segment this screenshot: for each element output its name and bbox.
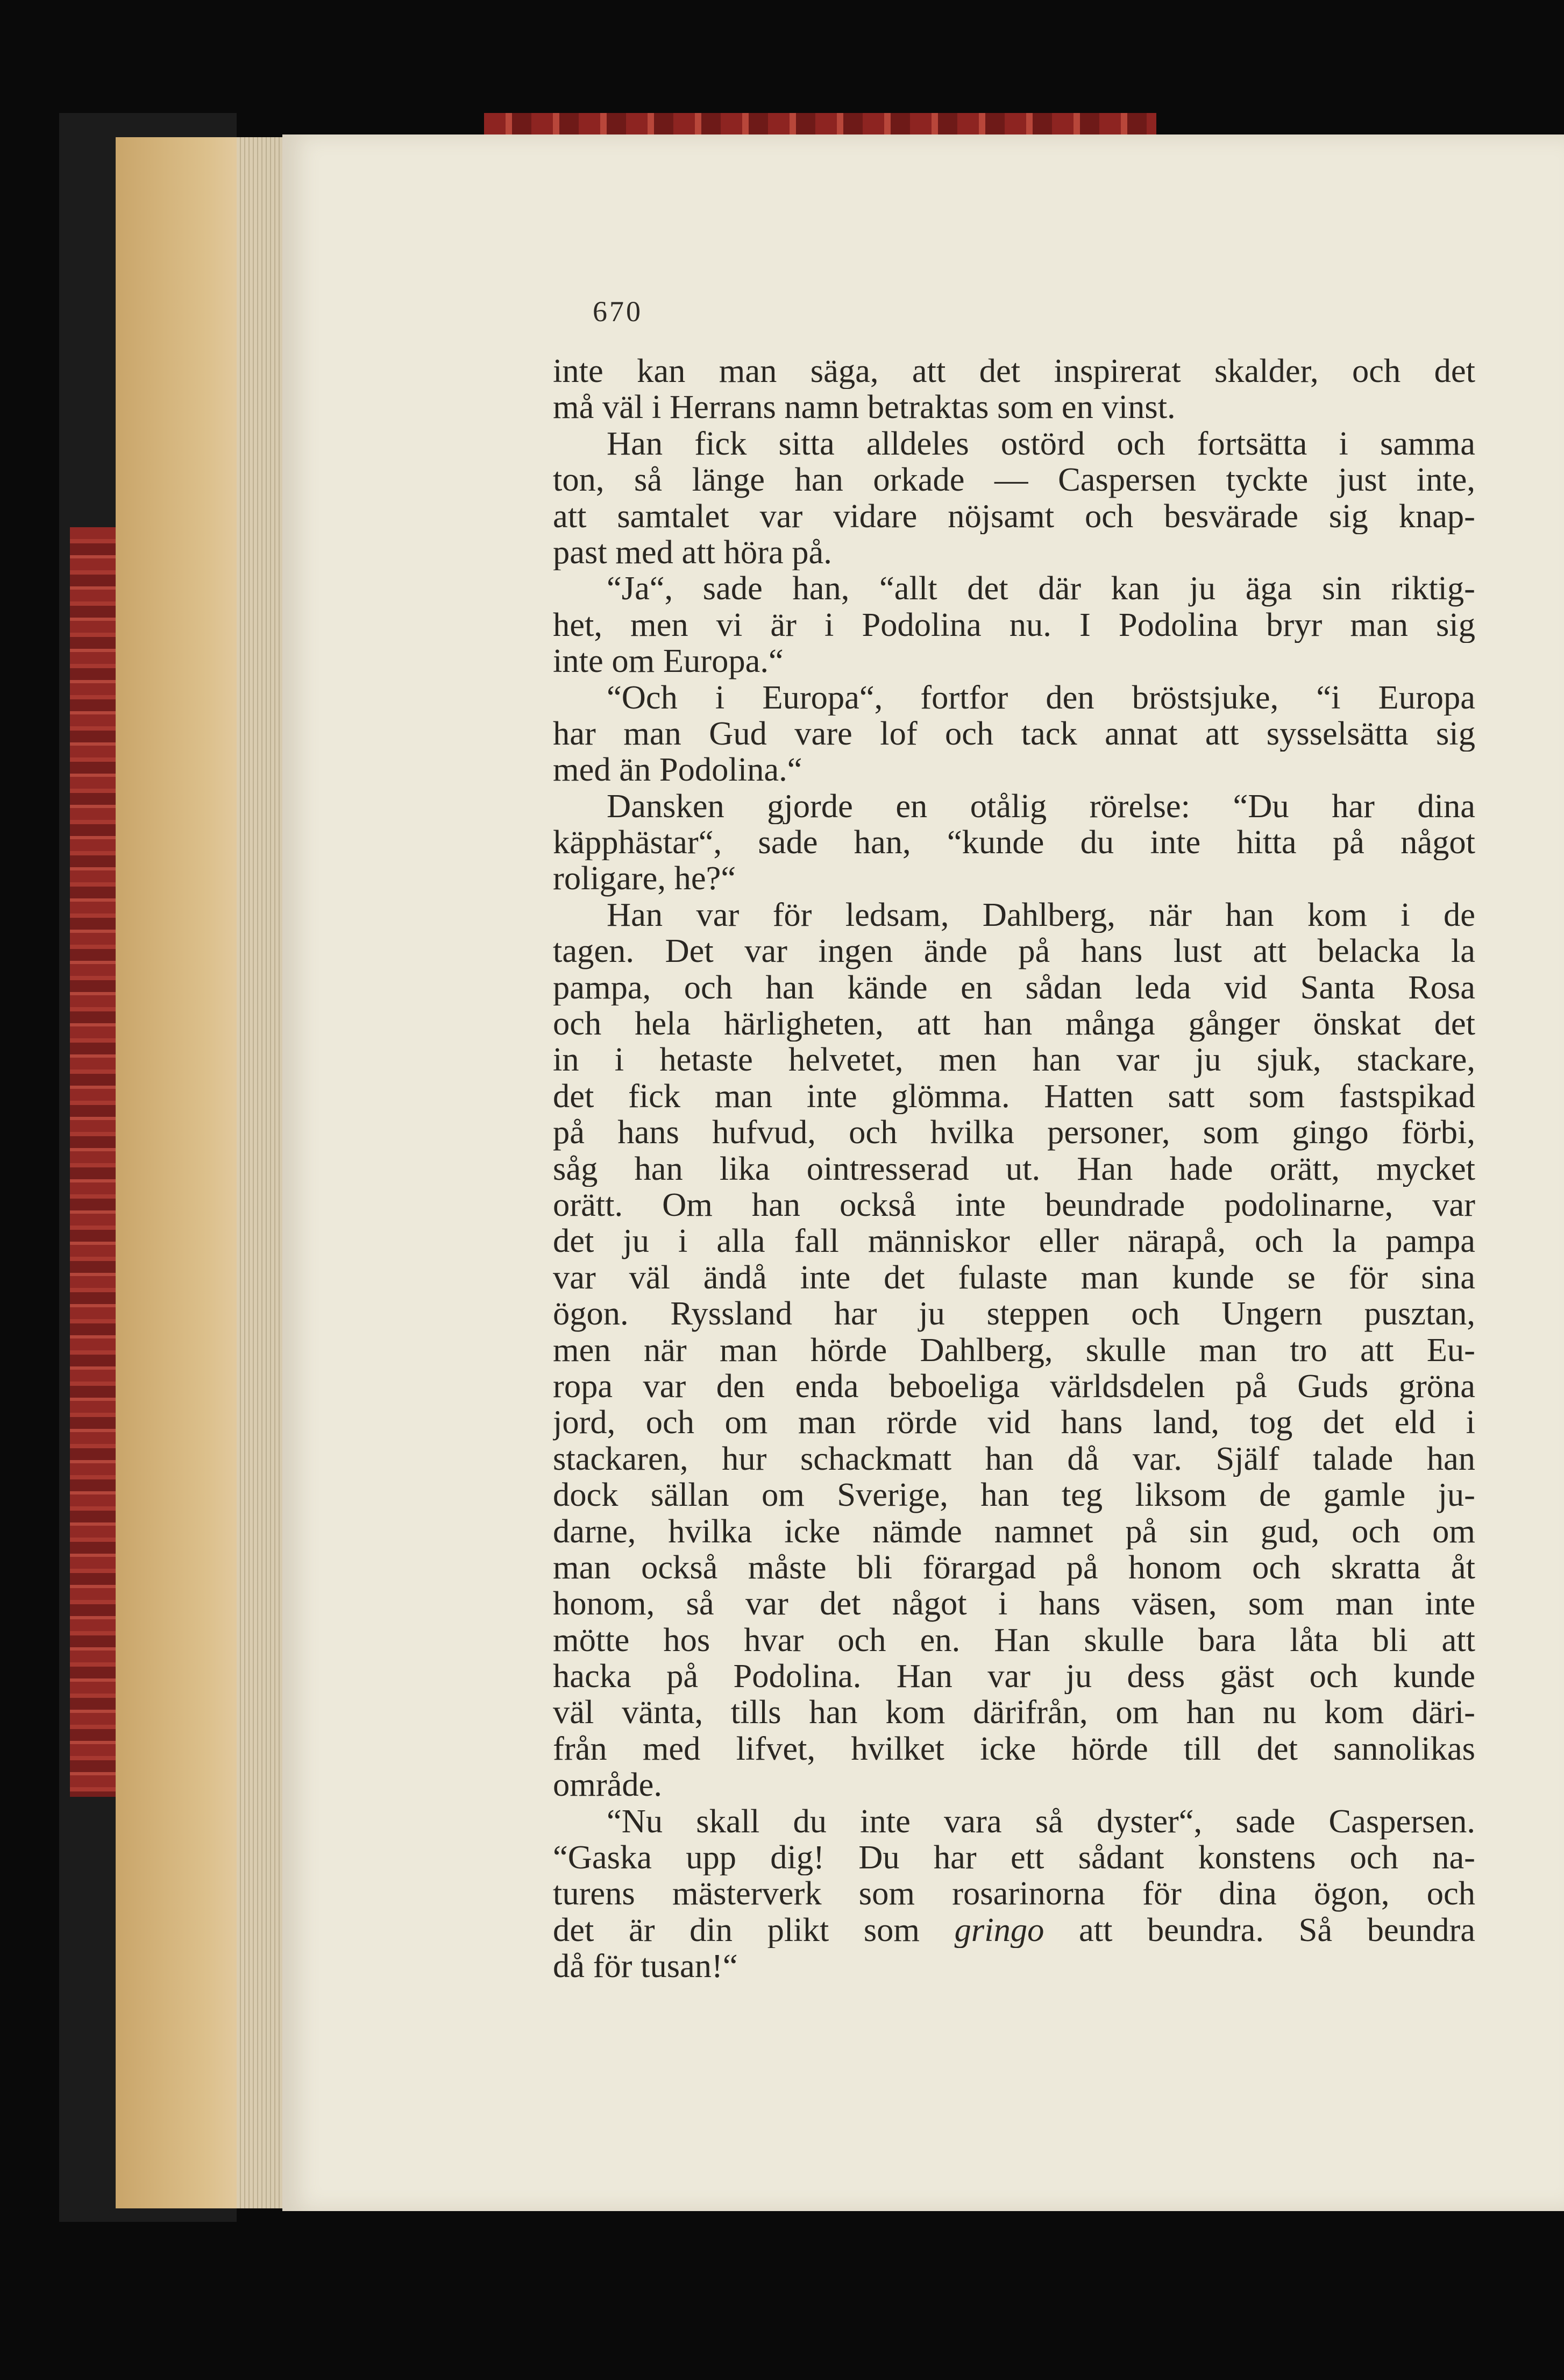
text-line: att samtalet var vidare nöjsamt och besvärade sig knap- <box>553 498 1475 534</box>
text-line: väl vänta, tills han kom därifrån, om han nu kom däri- <box>553 1694 1475 1731</box>
text-line: “Nu skall du inte vara så dyster“, sade Caspersen. <box>607 1803 1475 1840</box>
text-line: det är din plikt som gringo att beundra. Så beundra <box>553 1911 1475 1949</box>
text-line: past med att höra på. <box>553 534 832 571</box>
text-line: dock sällan om Sverige, han teg liksom de gamle ju- <box>553 1477 1475 1513</box>
text-line: Han var för ledsam, Dahlberg, när han kom i de <box>607 896 1475 933</box>
text-line: orätt. Om han också inte beundrade podolinarne, var <box>553 1186 1475 1223</box>
text-line: mötte hos hvar och en. Han skulle bara låta bli att <box>553 1621 1475 1659</box>
text-line: pampa, och han kände en sådan leda vid Santa Rosa <box>553 969 1475 1006</box>
text-line: roligare, he?“ <box>553 860 736 897</box>
text-line: darne, hvilka icke nämde namnet på sin gud, och om <box>553 1513 1475 1549</box>
text-line: stackaren, hur schackmatt han då var. Själf talade han <box>553 1440 1475 1477</box>
text-line: det ju i alla fall människor eller närapå, och la pampa <box>553 1223 1475 1259</box>
text-line: må väl i Herrans namn betraktas som en vinst. <box>553 389 1176 426</box>
text-line: ropa var den enda beboeliga världsdelen på Guds gröna <box>553 1368 1475 1405</box>
text-line: såg han lika ointresserad ut. Han hade orätt, mycket <box>553 1150 1475 1187</box>
body-text <box>553 353 1475 1985</box>
text-line: men när man hörde Dahlberg, skulle man tro att Eu- <box>553 1331 1475 1368</box>
marbled-cover-top-edge <box>484 113 1156 134</box>
text-line: Han fick sitta alldeles ostörd och fortsätta i samma <box>607 425 1475 462</box>
text-line: käpphästar“, sade han, “kunde du inte hitta på något <box>553 824 1475 861</box>
text-line: inte kan man säga, att det inspirerat skalder, och det <box>553 353 1475 389</box>
text-line: in i hetaste helvetet, men han var ju sjuk, stackare, <box>553 1042 1475 1078</box>
text-line: “Gaska upp dig! Du har ett sådant konstens och na- <box>553 1839 1475 1876</box>
text-line: “Ja“, sade han, “allt det där kan ju äga sin riktig- <box>607 570 1475 607</box>
text-line: turens mästerverk som rosarinorna för dina ögon, och <box>553 1875 1475 1912</box>
text-line: inte om Europa.“ <box>553 643 784 679</box>
text-line: på hans hufvud, och hvilka personer, som gingo förbi, <box>553 1114 1475 1151</box>
text-line: ögon. Ryssland har ju steppen och Ungern pusztan, <box>553 1295 1475 1332</box>
text-line: jord, och om man rörde vid hans land, tog det eld i <box>553 1404 1475 1441</box>
text-line: område. <box>553 1767 663 1803</box>
text-line: “Och i Europa“, fortfor den bröstsjuke, “i Europa <box>607 679 1475 716</box>
text-line: med än Podolina.“ <box>553 752 802 788</box>
text-line: het, men vi är i Podolina nu. I Podolina bryr man sig <box>553 606 1475 643</box>
text-line: från med lifvet, hvilket icke hörde till det sannolikas <box>553 1730 1475 1767</box>
text-line: då för tusan!“ <box>553 1948 738 1985</box>
text-line: Dansken gjorde en otålig rörelse: “Du har dina <box>607 788 1475 825</box>
text-line: det fick man inte glömma. Hatten satt som fastspikad <box>553 1078 1475 1115</box>
text-line: har man Gud vare lof och tack annat att sysselsätta sig <box>553 715 1475 752</box>
text-line: hacka på Podolina. Han var ju dess gäst och kunde <box>553 1658 1475 1695</box>
text-line: ton, så länge han orkade — Caspersen tyckte just inte, <box>553 462 1475 498</box>
text-line: honom, så var det något i hans väsen, som man inte <box>553 1585 1475 1622</box>
italic-word: gringo <box>954 1911 1044 1949</box>
page-stack-lines <box>237 137 285 2208</box>
text-line: och hela härligheten, att han många gånger önskat det <box>553 1005 1475 1042</box>
page-number: 670 <box>593 295 643 328</box>
text-line: var väl ändå inte det fulaste man kunde se för sina <box>553 1259 1475 1296</box>
text-line: man också måste bli förargad på honom och skratta åt <box>553 1549 1475 1586</box>
text-line: tagen. Det var ingen ände på hans lust att belacka la <box>553 933 1475 969</box>
